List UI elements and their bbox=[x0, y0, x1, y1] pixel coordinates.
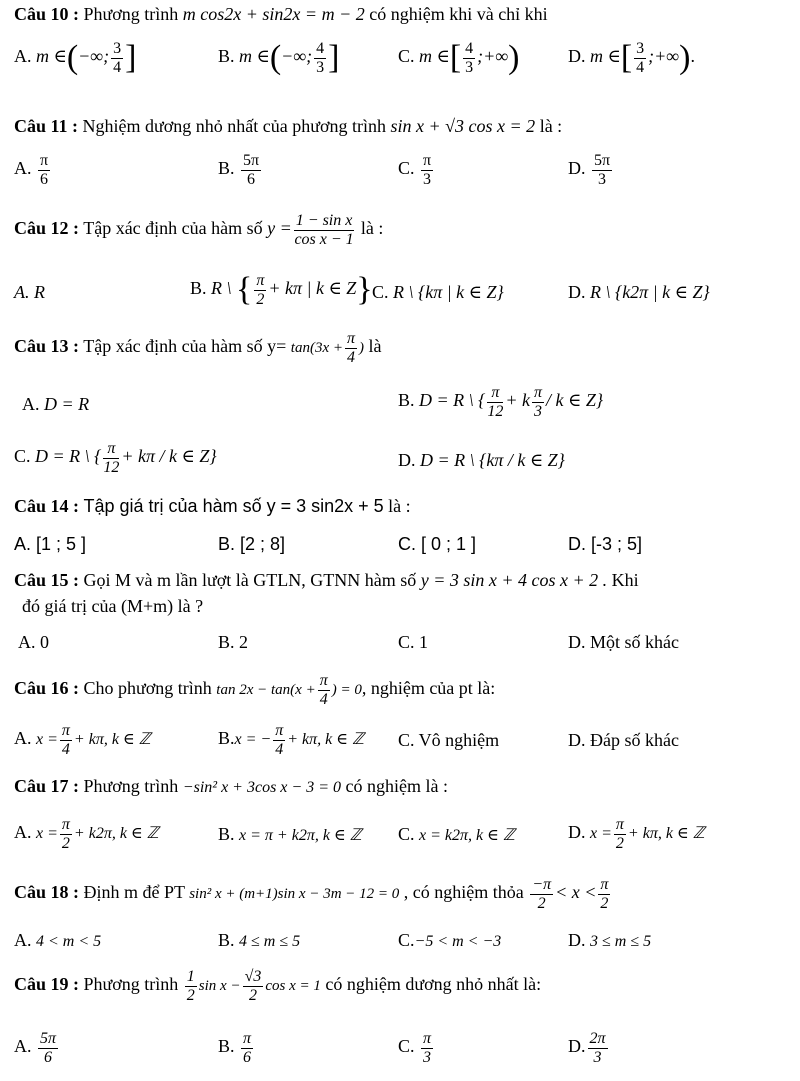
stem-text: Phương trình bbox=[83, 776, 179, 796]
option-a[interactable]: A. x = $\frac{\pi}{4}$ + kπ, k ∈ ℤ bbox=[14, 722, 151, 758]
stem-tail: Khi bbox=[611, 570, 639, 590]
option-letter: A. bbox=[14, 728, 32, 749]
question-stem bbox=[14, 4, 548, 25]
option-b[interactable] bbox=[218, 930, 300, 951]
option-d[interactable]: D. m ∈[ $\frac{3}{4}$ ;+∞). bbox=[568, 39, 695, 77]
option-value: 4 ≤ m ≤ 5 bbox=[239, 933, 301, 950]
option-d[interactable]: D. Đáp số khác bbox=[568, 730, 679, 750]
equation: −sin² x + 3cos x − 3 = 0 bbox=[182, 779, 341, 796]
denominator: 6 bbox=[40, 170, 49, 188]
neg-inf: −∞; bbox=[78, 46, 110, 67]
stem-tail: có nghiệm là : bbox=[345, 776, 448, 796]
denominator: 3 bbox=[465, 58, 474, 76]
question-label: Câu 18 : bbox=[14, 882, 80, 903]
option-letter: A. bbox=[14, 1036, 32, 1057]
stem-text: Gọi M và m lần lượt là GTLN, GTNN hàm số bbox=[83, 570, 417, 590]
stem-tail: , nghiệm của pt là: bbox=[361, 678, 496, 699]
option-c[interactable]: C. $\frac{\pi}{3}$ bbox=[398, 1030, 432, 1066]
option-d[interactable]: D. x = $\frac{\pi}{2}$ + kπ, k ∈ ℤ bbox=[568, 816, 705, 852]
option-b[interactable]: B. [2 ; 8] bbox=[218, 534, 286, 554]
option-text: A. R bbox=[14, 282, 45, 302]
option-letter: B. bbox=[190, 278, 207, 299]
y-equals: y = bbox=[267, 218, 292, 239]
question-label: Câu 16 : bbox=[14, 678, 80, 699]
question-stem bbox=[14, 212, 383, 248]
numerator: 4 bbox=[316, 40, 325, 57]
denominator: 4 bbox=[636, 58, 645, 76]
option-letter: B. bbox=[398, 390, 415, 411]
option-value: R \ {k2π | k ∈ Z} bbox=[590, 282, 710, 302]
denominator: cos x − 1 bbox=[294, 230, 354, 248]
denominator: 3 bbox=[316, 58, 325, 76]
option-c[interactable]: C. 1 bbox=[398, 632, 429, 652]
option-value: R \ {kπ | k ∈ Z} bbox=[393, 282, 504, 302]
option-c[interactable]: C. [ 0 ; 1 ] bbox=[398, 534, 477, 554]
stem-text: Tập giá trị của hàm số y = 3 sin2x + 5 bbox=[83, 496, 384, 516]
equation: sin² x + (m+1)sin x − 3m − 12 = 0 bbox=[189, 886, 400, 903]
option-c[interactable] bbox=[398, 824, 515, 845]
option-letter: D. bbox=[568, 282, 586, 302]
denominator: 3 bbox=[423, 170, 432, 188]
option-letter: C. bbox=[398, 1036, 415, 1057]
option-letter: A. bbox=[14, 46, 32, 67]
option-letter: C. bbox=[398, 158, 415, 179]
option-letter: D. bbox=[568, 822, 586, 843]
option-b[interactable] bbox=[218, 824, 362, 845]
question-stem: Câu 19 : Phương trình $\frac{1}{2}$ sin x − $\frac{√3}{2}$ cos x = 1 có nghiệm dương nhỏ nhất là: bbox=[14, 968, 542, 1004]
option-a[interactable]: A. x = $\frac{\pi}{2}$ + k2π, k ∈ ℤ bbox=[14, 816, 159, 852]
option-letter: A. bbox=[14, 822, 32, 843]
option-letter: A. bbox=[14, 930, 32, 950]
question-stem: Câu 18 : Định m để PT sin² x + (m+1)sin x − 3m − 12 = 0 , có nghiệm thỏa $\frac{-\pi}{2}$ < x < $\frac{\pi}{2}$ bbox=[14, 876, 609, 912]
option-c[interactable]: C. m ∈[ $\frac{4}{3}$ ;+∞) bbox=[398, 39, 520, 77]
stem-text: Phương trình bbox=[83, 974, 179, 995]
question-stem bbox=[14, 776, 448, 797]
option-letter: C. bbox=[398, 930, 415, 950]
option-value: 3 ≤ m ≤ 5 bbox=[590, 933, 652, 950]
option-b[interactable]: B.x = − $\frac{\pi}{4}$ + kπ, k ∈ ℤ bbox=[218, 722, 365, 758]
denominator: 3 bbox=[598, 170, 607, 188]
option-value: + kπ | k ∈ Z bbox=[268, 278, 357, 299]
stem-text: Phương trình bbox=[83, 4, 179, 24]
question-label: Câu 10 : bbox=[14, 4, 80, 24]
option-letter: C. bbox=[398, 46, 415, 67]
question-label: Câu 14 : bbox=[14, 496, 80, 516]
option-d[interactable] bbox=[568, 930, 651, 951]
stem-text: Định m để PT bbox=[83, 882, 185, 903]
stem-tail: có nghiệm khi và chỉ khi bbox=[369, 4, 548, 24]
numerator: 1 − sin x bbox=[295, 212, 353, 229]
numerator: π bbox=[423, 152, 432, 169]
option-letter: A. bbox=[22, 394, 40, 414]
option-a[interactable] bbox=[14, 930, 101, 951]
option-d[interactable]: D. Một số khác bbox=[568, 632, 679, 652]
option-letter: C. bbox=[398, 824, 415, 844]
question-label: Câu 12 : bbox=[14, 218, 80, 239]
option-b[interactable]: B. $\frac{\pi}{6}$ bbox=[218, 1030, 252, 1066]
numerator: 5π bbox=[243, 152, 260, 169]
option-letter: B. bbox=[218, 158, 235, 179]
option-b[interactable] bbox=[218, 152, 263, 188]
numerator: π bbox=[40, 152, 49, 169]
equation: y = 3 sin x + 4 cos x + 2 . bbox=[420, 570, 608, 590]
stem-text: Nghiệm dương nhỏ nhất của phương trình bbox=[82, 116, 387, 136]
option-a[interactable]: A. 0 bbox=[18, 632, 49, 652]
option-letter: D. bbox=[568, 158, 586, 179]
question-stem: Câu 16 : Cho phương trình tan 2x − tan(x + $\frac{\pi}{4}$ ) = 0, nghiệm của pt là: bbox=[14, 672, 496, 708]
option-b[interactable]: B. m ∈(−∞; $\frac{4}{3}$ ] bbox=[218, 39, 340, 77]
stem-tail: là : bbox=[360, 218, 384, 239]
question-stem: Câu 13 : Tập xác định của hàm số y= tan(3x + $\frac{\pi}{4}$ ) là bbox=[14, 330, 382, 366]
stem-tail: có nghiệm dương nhỏ nhất là: bbox=[325, 974, 542, 995]
option-letter: D. bbox=[568, 930, 586, 950]
question-label: Câu 15 : bbox=[14, 570, 80, 590]
option-letter: C. bbox=[372, 282, 389, 302]
question-stem bbox=[14, 570, 639, 591]
option-c[interactable] bbox=[398, 152, 435, 188]
option-letter: B. bbox=[218, 728, 235, 749]
option-letter: C. bbox=[14, 446, 31, 467]
stem-tail: là : bbox=[388, 496, 411, 516]
option-a[interactable]: A. [1 ; 5 ] bbox=[14, 534, 87, 554]
option-letter: B. bbox=[218, 46, 235, 67]
option-value: x = k2π, k ∈ ℤ bbox=[419, 827, 515, 844]
option-d[interactable]: D. [-3 ; 5] bbox=[568, 534, 643, 554]
numerator: 3 bbox=[113, 40, 122, 57]
stem-line-2: đó giá trị của (M+m) là ? bbox=[22, 596, 204, 616]
numerator: 3 bbox=[636, 40, 645, 57]
option-d[interactable] bbox=[398, 450, 565, 471]
option-letter: B. bbox=[218, 1036, 235, 1057]
equation: m cos2x + sin2x = m − 2 bbox=[182, 4, 365, 24]
option-letter: B. bbox=[218, 824, 235, 844]
option-b[interactable]: B. R \ { $\frac{\pi}{2}$ + kπ | k ∈ Z} bbox=[190, 271, 373, 309]
stem-text: Cho phương trình bbox=[83, 678, 212, 699]
option-c[interactable] bbox=[398, 930, 501, 951]
option-value: −5 < m < −3 bbox=[414, 933, 502, 950]
option-value: x = π + k2π, k ∈ ℤ bbox=[239, 827, 362, 844]
pos-inf: ;+∞ bbox=[477, 46, 509, 67]
numerator: 4 bbox=[465, 40, 474, 57]
option-d[interactable]: D. $\frac{2\pi}{3}$ bbox=[568, 1030, 606, 1066]
option-value: D = R bbox=[44, 394, 90, 414]
option-letter: D. bbox=[398, 450, 416, 470]
option-letter: D. bbox=[568, 46, 586, 67]
question-label: Câu 13 : bbox=[14, 336, 80, 357]
option-c[interactable]: C. Vô nghiệm bbox=[398, 730, 500, 750]
denominator: 6 bbox=[247, 170, 256, 188]
option-a[interactable] bbox=[22, 394, 89, 415]
stem-tail: là : bbox=[539, 116, 563, 136]
option-value: D = R \ {kπ / k ∈ Z} bbox=[420, 450, 565, 470]
option-letter: A. bbox=[14, 158, 32, 179]
question-stem bbox=[14, 496, 411, 517]
denominator: 4 bbox=[113, 58, 122, 76]
option-a[interactable]: A. $\frac{5\pi}{6}$ bbox=[14, 1030, 57, 1066]
stem-text: Tập xác định của hàm số bbox=[83, 218, 263, 239]
option-b[interactable]: B. D = R \ { $\frac{\pi}{12}$ + k $\frac{\pi}{3}$ / k ∈ Z} bbox=[398, 384, 604, 420]
question-label: Câu 17 : bbox=[14, 776, 80, 796]
option-b[interactable]: B. 2 bbox=[218, 632, 249, 652]
option-d[interactable] bbox=[568, 282, 710, 303]
option-a[interactable]: A. m ∈(−∞; $\frac{3}{4}$ ] bbox=[14, 39, 137, 77]
option-a[interactable] bbox=[14, 152, 52, 188]
option-c[interactable]: C. D = R \ { $\frac{\pi}{12}$ + kπ / k ∈ Z} bbox=[14, 440, 217, 476]
pos-inf: ;+∞ bbox=[648, 46, 680, 67]
stem-tail: , có nghiệm thỏa bbox=[403, 882, 524, 903]
neg-inf: −∞; bbox=[281, 46, 313, 67]
option-c[interactable] bbox=[372, 282, 504, 303]
question-label: Câu 11 : bbox=[14, 116, 79, 136]
question-label: Câu 19 : bbox=[14, 974, 80, 995]
numerator: 5π bbox=[594, 152, 611, 169]
option-a[interactable] bbox=[14, 282, 45, 303]
option-d[interactable] bbox=[568, 152, 614, 188]
question-stem bbox=[14, 116, 562, 137]
option-value: 4 < m < 5 bbox=[36, 933, 102, 950]
equation: sin x + √3 cos x = 2 bbox=[390, 116, 536, 136]
stem-text: Tập xác định của hàm số y= bbox=[83, 336, 287, 357]
option-letter: D. bbox=[568, 1036, 586, 1057]
option-letter: B. bbox=[218, 930, 235, 950]
stem-tail: là bbox=[368, 336, 382, 357]
